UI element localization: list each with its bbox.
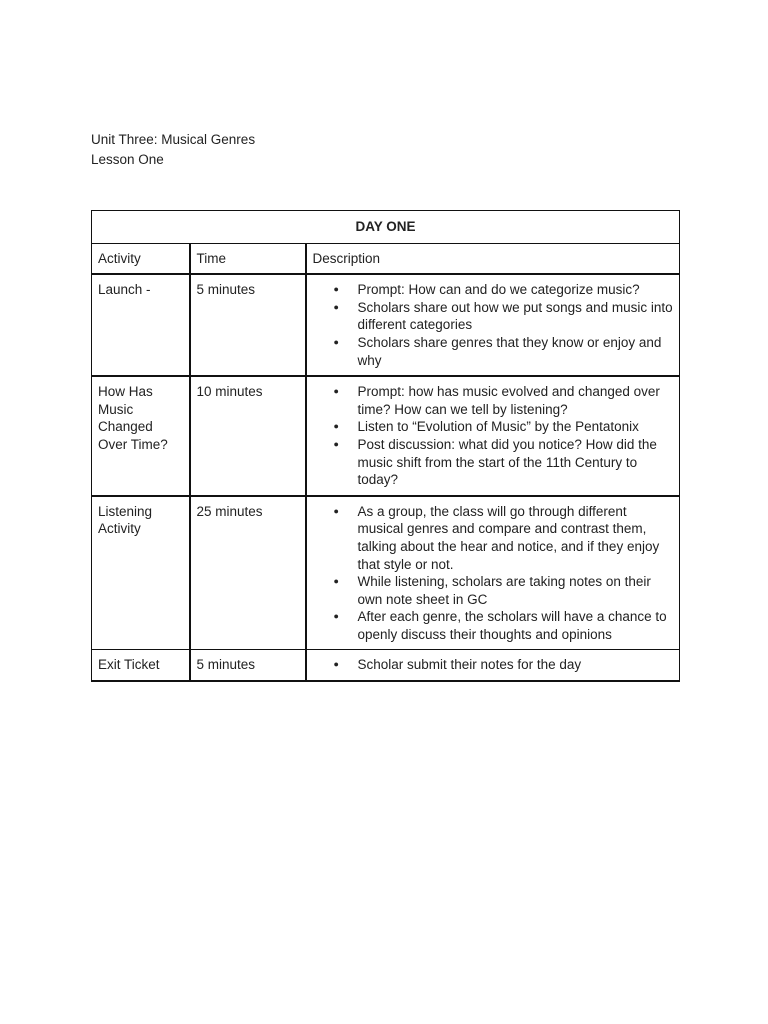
- activity-cell: Listening Activity: [92, 496, 190, 650]
- time-cell: 5 minutes: [190, 274, 306, 376]
- time-cell: 5 minutes: [190, 650, 306, 681]
- list-item: ● Scholar submit their notes for the day: [358, 656, 674, 674]
- table-row: [92, 274, 680, 376]
- time-cell: 10 minutes: [190, 376, 306, 496]
- list-item: ● As a group, the class will go through different musical genres and compare and contrast them, talking about the hear and notice, and if they enjoy that style or not.: [358, 503, 674, 573]
- column-header-description: Description: [306, 243, 680, 274]
- list-item: ● Scholars share out how we put songs and music into different categories: [358, 299, 674, 334]
- table-header-row: [92, 243, 680, 274]
- description-cell: [306, 274, 680, 376]
- table-title-row: [92, 211, 680, 244]
- document-header: [91, 130, 255, 170]
- activity-cell: Exit Ticket: [92, 650, 190, 681]
- activity-cell: How Has Music Changed Over Time?: [92, 376, 190, 496]
- description-list: [313, 281, 674, 369]
- description-cell: [306, 376, 680, 496]
- list-item: ● Prompt: how has music evolved and changed over time? How can we tell by listening?: [358, 383, 674, 418]
- list-item: ● After each genre, the scholars will have a chance to openly discuss their thoughts and opinions: [358, 608, 674, 643]
- list-item: ● Post discussion: what did you notice? How did the music shift from the start of the 11th Century to today?: [358, 436, 674, 489]
- column-header-time: Time: [190, 243, 306, 274]
- unit-title: Unit Three: Musical Genres: [91, 132, 256, 147]
- list-item: ● Listen to “Evolution of Music” by the Pentatonix: [358, 418, 674, 436]
- activity-cell: Launch -: [92, 274, 190, 376]
- description-cell: [306, 650, 680, 681]
- description-list: [313, 656, 674, 674]
- lesson-title: Lesson One: [91, 152, 164, 167]
- table-row: [92, 376, 680, 496]
- list-item: ● Prompt: How can and do we categorize music?: [358, 281, 674, 299]
- list-item: ● Scholars share genres that they know or enjoy and why: [358, 334, 674, 369]
- description-list: [313, 383, 674, 489]
- list-item: ● While listening, scholars are taking notes on their own note sheet in GC: [358, 573, 674, 608]
- time-cell: 25 minutes: [190, 496, 306, 650]
- day-title: DAY ONE: [92, 211, 680, 244]
- description-list: [313, 503, 674, 644]
- column-header-activity: Activity: [92, 243, 190, 274]
- description-cell: [306, 496, 680, 650]
- table-row: [92, 650, 680, 681]
- lesson-plan-table: [91, 210, 680, 682]
- table-row: [92, 496, 680, 650]
